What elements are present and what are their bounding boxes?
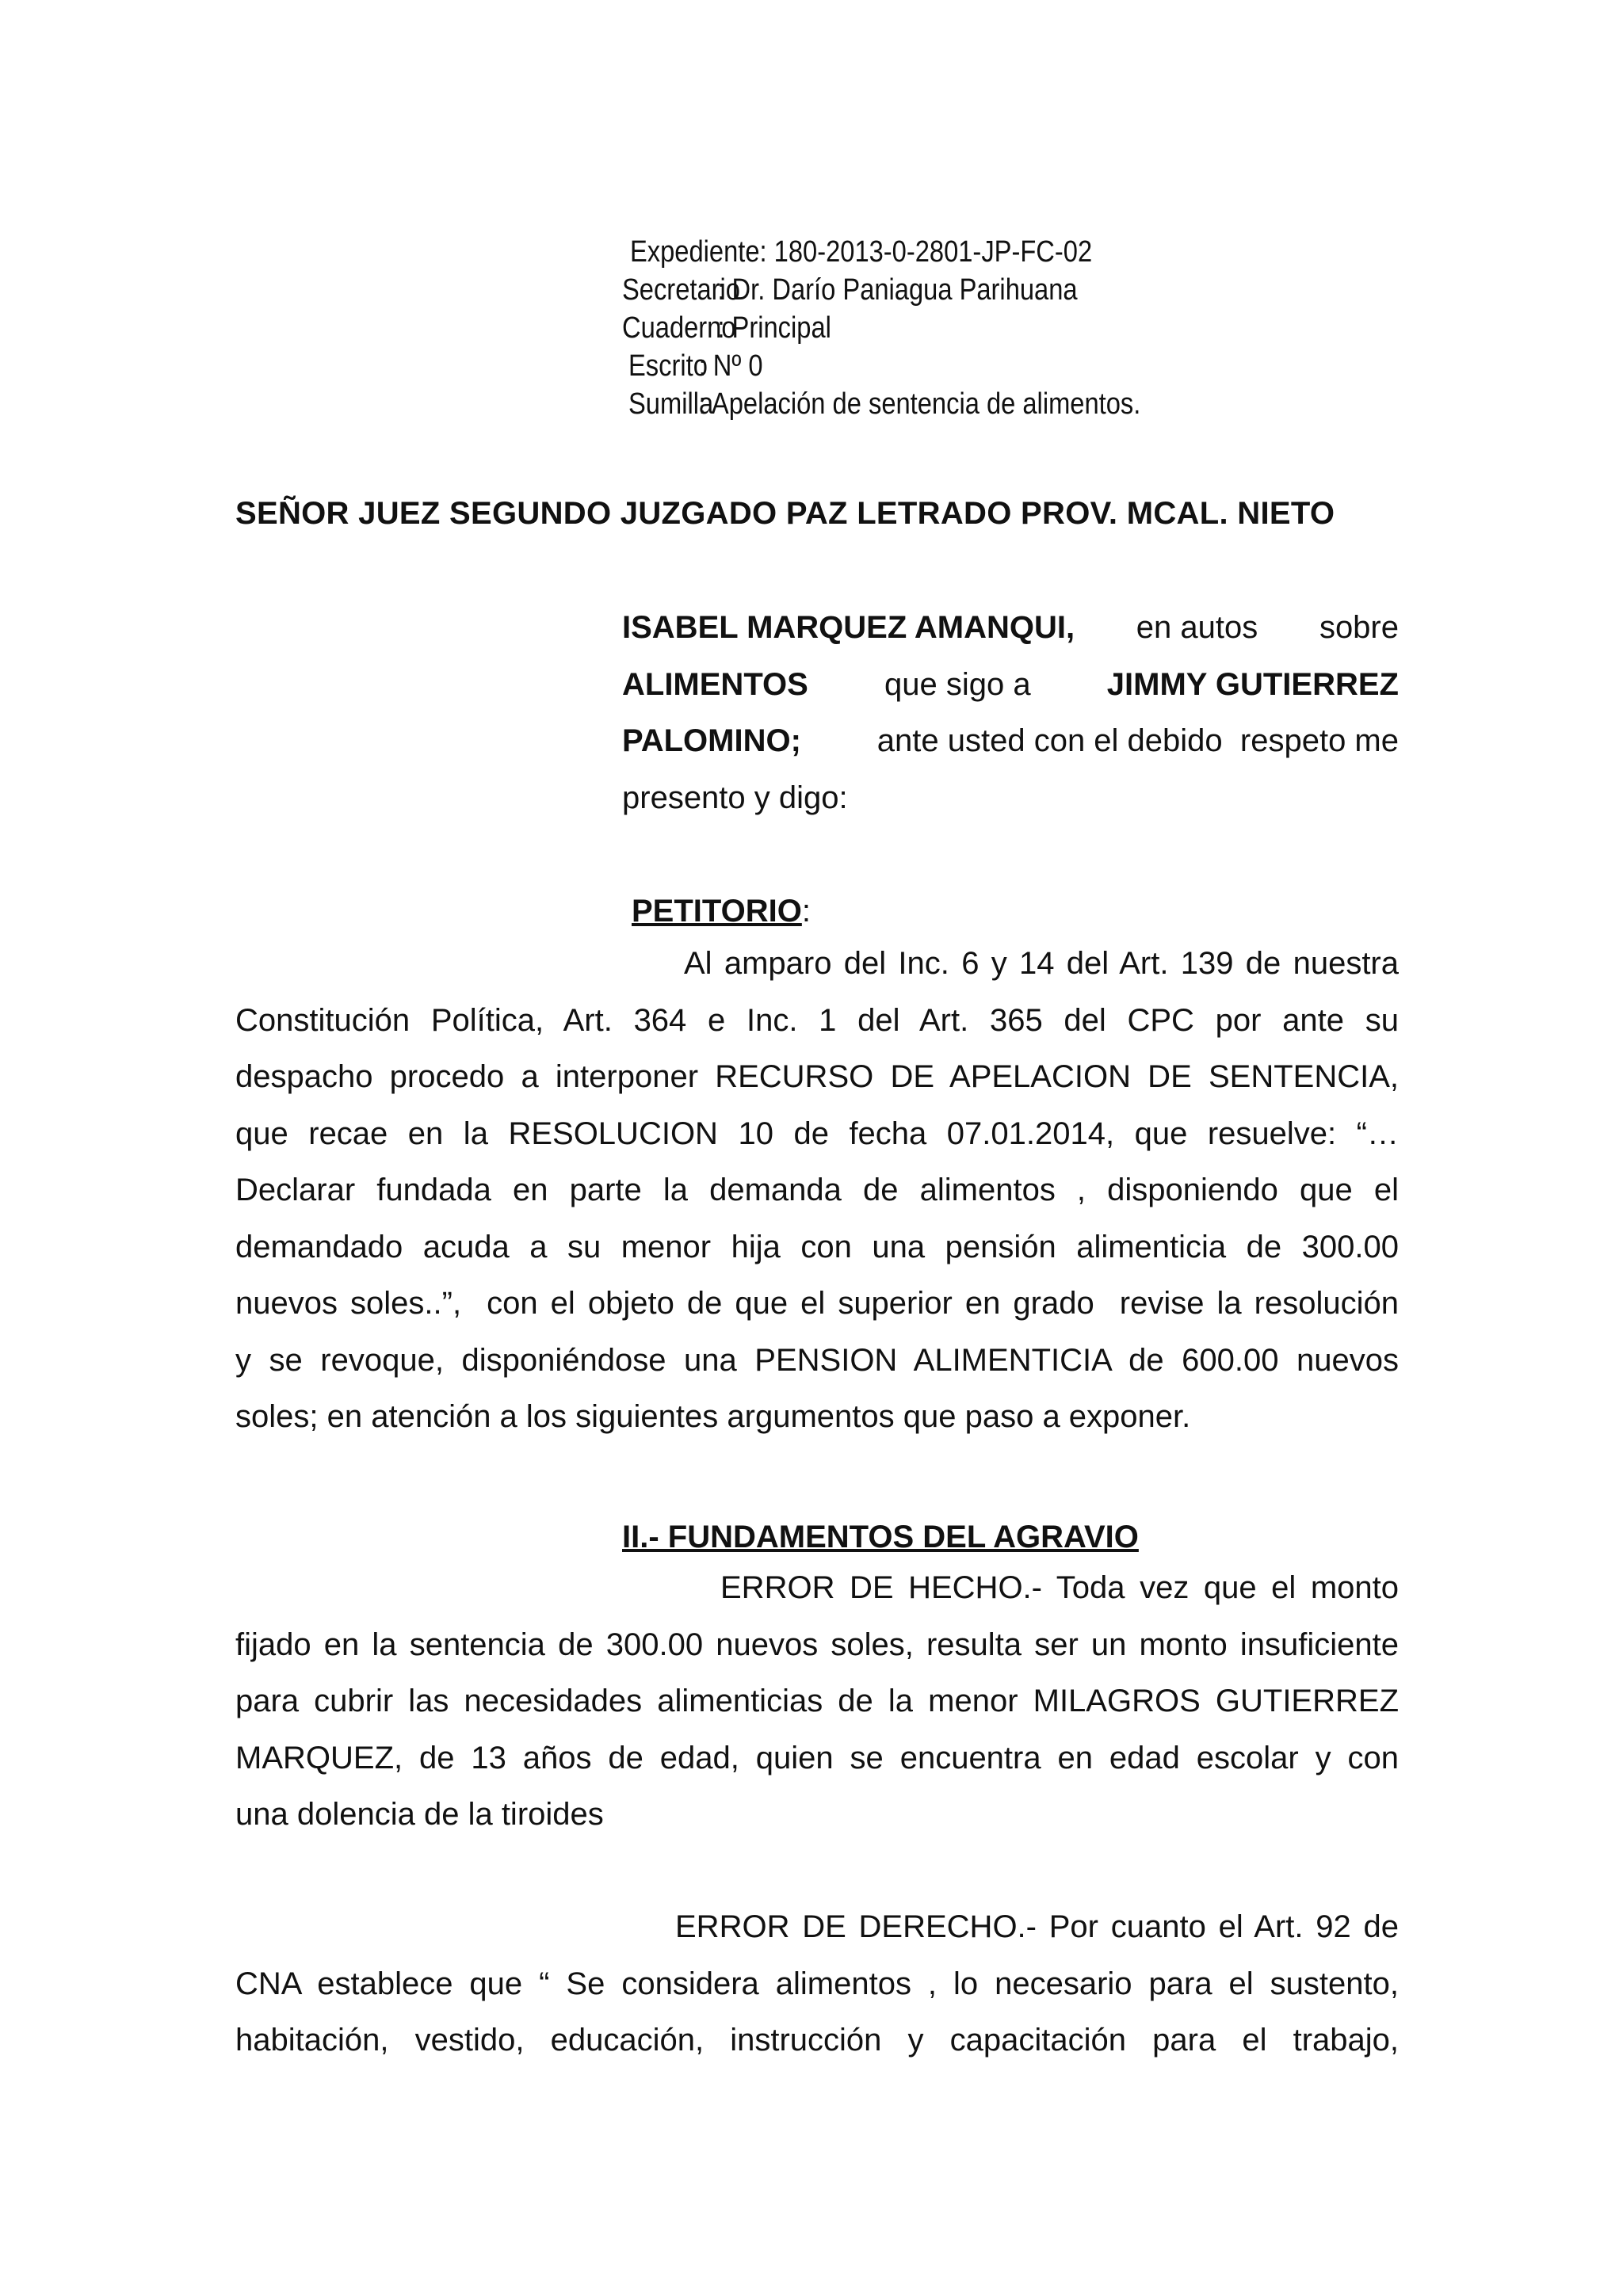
derecho-line — [235, 1966, 1399, 2023]
cuaderno-line — [622, 309, 831, 347]
error-hecho-paragraph — [235, 1570, 1399, 1854]
petitorio-line — [235, 1343, 1399, 1400]
error-derecho-paragraph — [235, 1909, 1399, 2080]
intro-text: en autos — [1136, 610, 1258, 645]
hecho-line — [235, 1627, 1399, 1684]
defendant-surname: PALOMINO; — [622, 723, 801, 758]
intro-text: ante usted con el debido respeto me — [876, 723, 1399, 758]
addressee: SEÑOR JUEZ SEGUNDO JUZGADO PAZ LETRADO PROV. MCAL. NIETO — [235, 496, 1335, 531]
petitorio-heading — [632, 894, 811, 929]
petitorio-line — [235, 1286, 1399, 1343]
alimentos-label: ALIMENTOS — [622, 666, 808, 702]
line-text: habitación, vestido, educación, instrucción y capacitación para el trabajo, — [235, 2023, 1399, 2058]
line-text: ERROR DE HECHO.- Toda vez que el monto — [720, 1570, 1399, 1605]
hecho-line — [235, 1684, 1399, 1741]
hecho-line — [720, 1570, 1399, 1627]
petitorio-body — [235, 946, 1399, 1456]
expediente-line: Expediente: 180-2013-0-2801-JP-FC-02 — [630, 235, 1093, 269]
sumilla-line — [628, 385, 1140, 423]
petitorio-colon: : — [801, 894, 811, 929]
petitorio-line — [235, 1116, 1399, 1173]
intro-line-4: presento y digo: — [622, 780, 848, 815]
sumilla-value: : Apelación de sentencia de alimentos. — [698, 387, 1141, 421]
fundamentos-heading: II.- FUNDAMENTOS DEL AGRAVIO — [622, 1520, 1139, 1554]
line-text: Al amparo del Inc. 6 y 14 del Art. 139 de nuestra — [684, 946, 1399, 981]
intro-text: que sigo a — [884, 666, 1031, 702]
derecho-line — [675, 1909, 1399, 1966]
line-text: demandado acuda a su menor hija con una pensión alimenticia de 300.00 — [235, 1229, 1399, 1264]
case-header — [630, 233, 1092, 271]
cuaderno-value: : Principal — [717, 311, 831, 345]
escrito-line — [628, 347, 763, 385]
line-text: fijado en la sentencia de 300.00 nuevos soles, resulta ser un monto insuficiente — [235, 1627, 1399, 1662]
secretario-value: : Dr. Darío Paniagua Parihuana — [717, 273, 1078, 307]
hecho-line — [235, 1741, 1399, 1798]
line-text: MARQUEZ, de 13 años de edad, quien se encuentra en edad escolar y con — [235, 1740, 1399, 1775]
sumilla-label: Sumilla — [628, 387, 714, 421]
petitorio-line — [684, 946, 1399, 1003]
intro-line-3 — [622, 723, 1399, 780]
line-text: nuevos soles..”, con el objeto de que el superior en grado revise la resolución — [235, 1286, 1399, 1321]
cuaderno-label: Cuaderno — [622, 311, 736, 345]
line-text: despacho procedo a interponer RECURSO DE APELACION DE SENTENCIA, — [235, 1059, 1399, 1094]
intro-line-1 — [622, 610, 1399, 667]
derecho-line — [235, 2023, 1399, 2080]
petitorio-title: PETITORIO — [632, 894, 802, 929]
defendant-name: JIMMY GUTIERREZ — [1106, 666, 1399, 702]
escrito-value: : Nº 0 — [698, 349, 763, 383]
intro-paragraph — [622, 610, 1399, 837]
petitorio-line — [235, 1230, 1399, 1287]
line-text: Declarar fundada en parte la demanda de alimentos , disponiendo que el — [235, 1173, 1399, 1207]
petitorio-line — [235, 1173, 1399, 1230]
secretario-label: Secretario — [622, 273, 740, 307]
escrito-label: Escrito — [628, 349, 708, 383]
petitorio-line-last: soles; en atención a los siguientes argumentos que paso a exponer. — [235, 1399, 1191, 1434]
plaintiff-name: ISABEL MARQUEZ AMANQUI, — [622, 610, 1075, 645]
petitorio-line — [235, 1059, 1399, 1116]
line-text: Constitución Política, Art. 364 e Inc. 1 del Art. 365 del CPC por ante su — [235, 1002, 1399, 1038]
petitorio-line — [235, 1003, 1399, 1060]
hecho-line-last: una dolencia de la tiroides — [235, 1797, 604, 1832]
intro-text: sobre — [1319, 610, 1399, 645]
line-text: que recae en la RESOLUCION 10 de fecha 07.01.2014, que resuelve: “… — [235, 1116, 1399, 1151]
line-text: ERROR DE DERECHO.- Por cuanto el Art. 92 de — [675, 1909, 1399, 1944]
secretario-line — [622, 271, 1078, 309]
intro-line-2 — [622, 667, 1399, 724]
line-text: CNA establece que “ Se considera alimentos , lo necesario para el sustento, — [235, 1966, 1399, 2001]
line-text: y se revoque, disponiéndose una PENSION ALIMENTICIA de 600.00 nuevos — [235, 1342, 1399, 1378]
line-text: para cubrir las necesidades alimenticias de la menor MILAGROS GUTIERREZ — [235, 1684, 1399, 1718]
